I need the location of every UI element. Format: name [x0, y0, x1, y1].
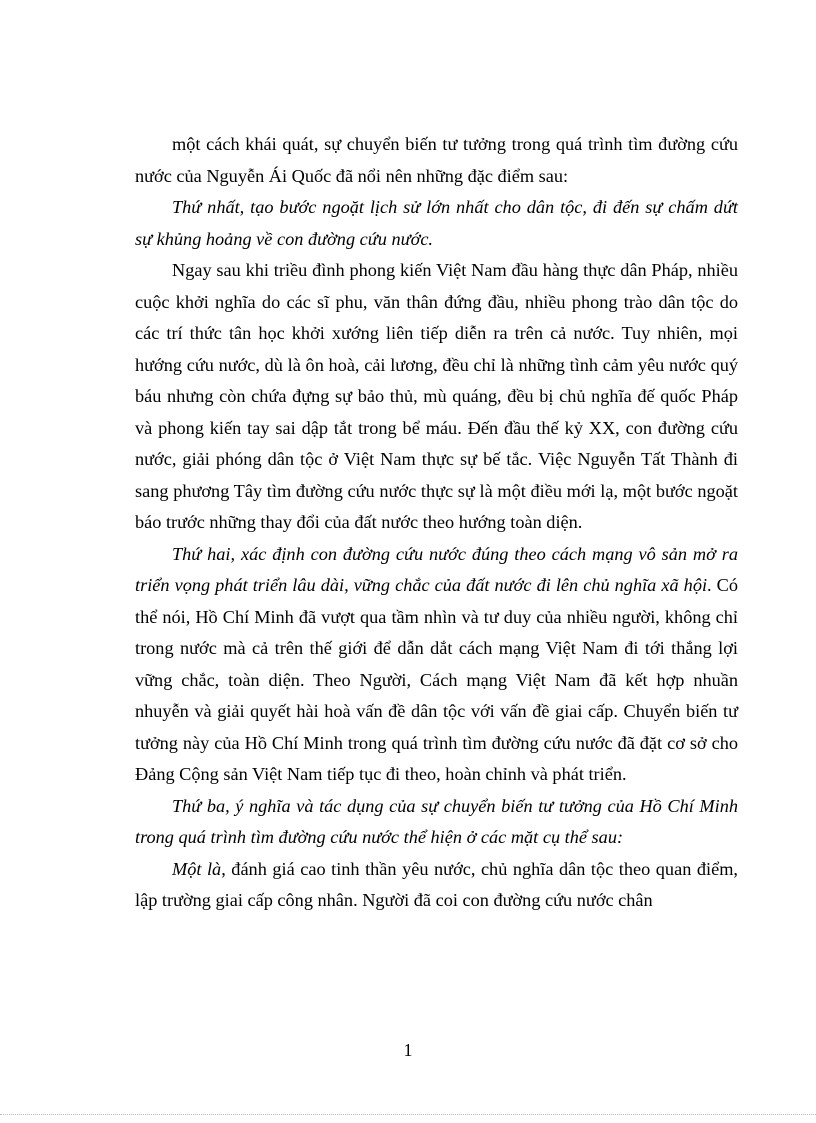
paragraph-5-heading: Thứ ba, ý nghĩa và tác dụng của sự chuyển biến tư tưởng của Hồ Chí Minh trong quá trình tìm đường cứu nước thể hiện ở các mặt cụ thể sau: — [135, 795, 738, 847]
page-number: 1 — [403, 1040, 413, 1060]
paragraph-3: Ngay sau khi triều đình phong kiến Việt Nam đầu hàng thực dân Pháp, nhiều cuộc khởi nghĩa do các sĩ phu, văn thân đứng đầu, nhiều phong trào dân tộc do các trí thức tân học khởi xướng liên tiếp diễn ra trên cả nước. Tuy nhiên, mọi hướng cứu nước, dù là ôn hoà, cải lương, đều chỉ là những tình cảm yêu nước quý báu nhưng còn chứa đựng sự bảo thủ, mù quáng, đều bị chủ nghĩa đế quốc Pháp và phong kiến tay sai dập tắt trong bể máu. Đến đầu thế kỷ XX, con đường cứu nước, giải phóng dân tộc ở Việt Nam thực sự bế tắc. Việc Nguyễn Tất Thành đi sang phương Tây tìm đường cứu nước thực sự là một điều mới lạ, một bước ngoặt báo trước những thay đổi của đất nước theo hướng toàn diện. — [135, 260, 738, 532]
paragraph-6 — [135, 854, 738, 917]
paragraph-4-italic-lead: Thứ hai, xác định con đường cứu nước đúng theo cách mạng vô sản mở ra triển vọng phát triển lâu dài, vững chắc của đất nước đi lên chủ nghĩa xã hội — [135, 543, 738, 595]
paragraph-4 — [135, 539, 738, 791]
paragraph-4-body: . Có thể nói, Hồ Chí Minh đã vượt qua tầm nhìn và tư duy của nhiều người, không chỉ trong nước mà cả trên thế giới để dẫn dắt cách mạng Việt Nam đi tới thắng lợi vững chắc, toàn diện. Theo Người, Cách mạng Việt Nam đã kết hợp nhuần nhuyễn và giải quyết hài hoà vấn đề dân tộc với vấn đề giai cấp. Chuyển biến tư tưởng này của Hồ Chí Minh trong quá trình tìm đường cứu nước đã đặt cơ sở cho Đảng Cộng sản Việt Nam tiếp tục đi theo, hoàn chỉnh và phát triển. — [135, 575, 739, 784]
page-bottom-divider — [0, 1114, 816, 1115]
paragraph-6-body: , đánh giá cao tinh thần yêu nước, chủ nghĩa dân tộc theo quan điểm, lập trường giai cấp công nhân. Người đã coi con đường cứu nước chân — [135, 858, 738, 910]
paragraph-6-italic-lead: Một là — [172, 858, 222, 879]
paragraph-1: một cách khái quát, sự chuyển biến tư tưởng trong quá trình tìm đường cứu nước của Nguyễn Ái Quốc đã nổi nên những đặc điểm sau: — [135, 134, 738, 186]
body-text — [135, 129, 738, 917]
paragraph-2-heading: Thứ nhất, tạo bước ngoặt lịch sử lớn nhất cho dân tộc, đi đến sự chấm dứt sự khủng hoảng về con đường cứu nước. — [135, 197, 738, 249]
